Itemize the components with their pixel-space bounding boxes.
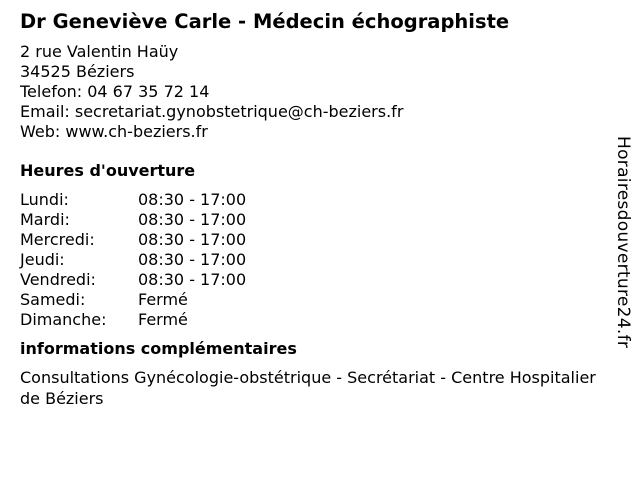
table-row <box>20 310 246 330</box>
email-line: Email: secretariat.gynobstetrique@ch-beziers.fr <box>20 102 404 121</box>
opening-hours-table <box>20 190 246 330</box>
day-hours: Fermé <box>138 310 188 329</box>
page-title: Dr Geneviève Carle - Médecin échographiste <box>20 10 510 33</box>
table-row <box>20 290 246 310</box>
table-row <box>20 190 246 210</box>
day-label: Dimanche: <box>20 310 107 329</box>
city-address: 34525 Béziers <box>20 62 135 81</box>
day-label: Mardi: <box>20 210 70 229</box>
day-hours: 08:30 - 17:00 <box>138 230 247 249</box>
web-line: Web: www.ch-beziers.fr <box>20 122 208 141</box>
day-hours: Fermé <box>138 290 188 309</box>
info-text: Consultations Gynécologie-obstétrique - Secrétariat - Centre Hospitalier de Béziers <box>20 368 596 408</box>
phone-line: Telefon: 04 67 35 72 14 <box>20 82 210 101</box>
day-label: Samedi: <box>20 290 86 309</box>
day-hours: 08:30 - 17:00 <box>138 190 247 209</box>
day-hours: 08:30 - 17:00 <box>138 210 247 229</box>
hours-heading: Heures d'ouverture <box>20 161 196 180</box>
day-label: Vendredi: <box>20 270 96 289</box>
day-label: Jeudi: <box>20 250 65 269</box>
info-heading: informations complémentaires <box>20 339 297 358</box>
day-hours: 08:30 - 17:00 <box>138 250 247 269</box>
day-label: Lundi: <box>20 190 69 209</box>
side-brand-watermark <box>613 136 633 349</box>
listing-content <box>20 8 605 409</box>
table-row <box>20 270 246 290</box>
table-row <box>20 210 246 230</box>
day-hours: 08:30 - 17:00 <box>138 270 247 289</box>
side-brand-text: Horairesdouverture24.fr <box>613 136 633 349</box>
street-address: 2 rue Valentin Haüy <box>20 42 179 61</box>
table-row <box>20 250 246 270</box>
contact-block <box>20 42 605 142</box>
day-label: Mercredi: <box>20 230 95 249</box>
table-row <box>20 230 246 250</box>
